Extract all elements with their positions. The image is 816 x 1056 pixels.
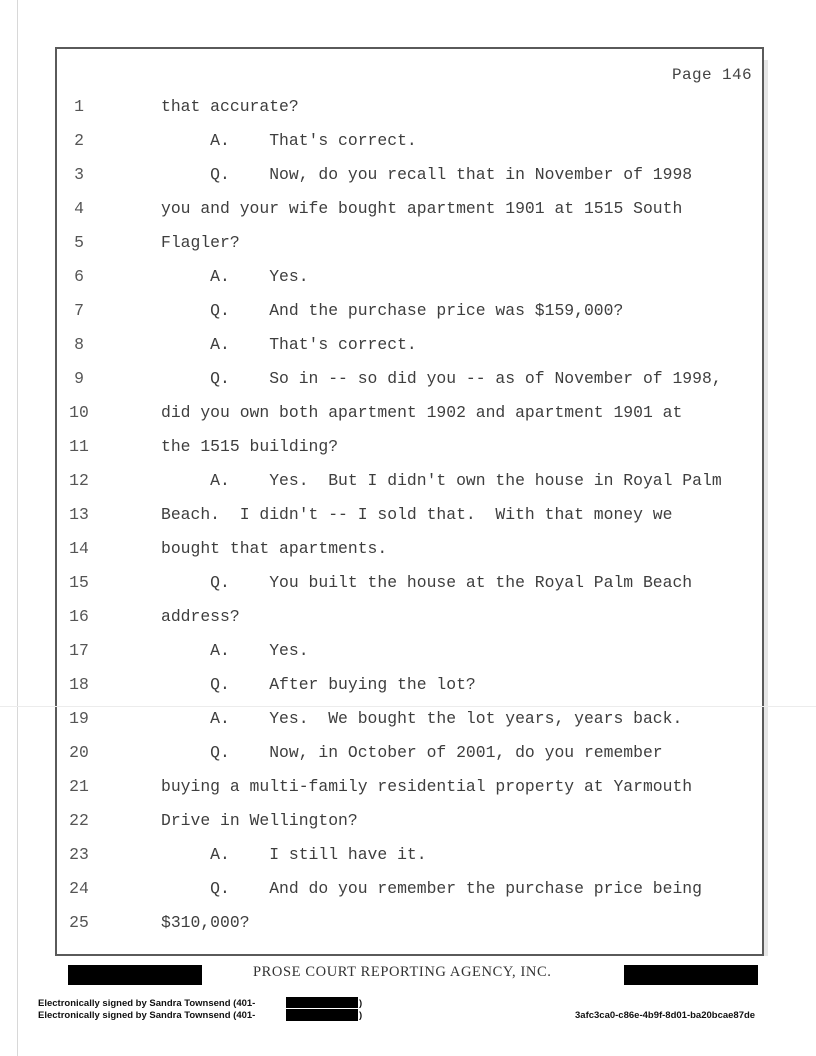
line-number: 3 — [74, 165, 84, 184]
transcript-line — [0, 226, 816, 260]
transcript-line — [0, 566, 816, 600]
line-number: 11 — [69, 437, 89, 456]
line-text: did you own both apartment 1902 and apartment 1901 at — [161, 403, 683, 422]
line-text: Q. And the purchase price was $159,000? — [161, 301, 624, 320]
line-text: A. Yes. But I didn't own the house in Royal Palm — [161, 471, 722, 490]
line-number: 6 — [74, 267, 84, 286]
line-text: that accurate? — [161, 97, 299, 116]
signature-redaction-1 — [286, 997, 358, 1008]
transcript-line — [0, 634, 816, 668]
line-text: Q. And do you remember the purchase price being — [161, 879, 702, 898]
transcript-line — [0, 872, 816, 906]
signature-line-2: Electronically signed by Sandra Townsend (401- — [38, 1010, 256, 1021]
line-number: 16 — [69, 607, 89, 626]
line-number: 13 — [69, 505, 89, 524]
transcript-line — [0, 294, 816, 328]
agency-name: PROSE COURT REPORTING AGENCY, INC. — [253, 964, 552, 980]
line-text: address? — [161, 607, 240, 626]
document-hash: 3afc3ca0-c86e-4b9f-8d01-ba20bcae87de — [575, 1010, 756, 1021]
line-number: 7 — [74, 301, 84, 320]
line-text: A. Yes. — [161, 641, 309, 660]
signature-line-1: Electronically signed by Sandra Townsend (401- — [38, 998, 256, 1009]
line-number: 19 — [69, 709, 89, 728]
line-number: 24 — [69, 879, 89, 898]
line-number: 21 — [69, 777, 89, 796]
line-number: 8 — [74, 335, 84, 354]
line-text: A. That's correct. — [161, 131, 417, 150]
signature-redaction-2 — [286, 1009, 358, 1021]
line-text: A. I still have it. — [161, 845, 427, 864]
line-number: 5 — [74, 233, 84, 252]
transcript-line — [0, 464, 816, 498]
line-text: Q. Now, do you recall that in November of 1998 — [161, 165, 693, 184]
transcript-line — [0, 158, 816, 192]
line-text: $310,000? — [161, 913, 250, 932]
redaction-block-right — [624, 965, 758, 985]
transcript-line — [0, 396, 816, 430]
transcript-line — [0, 770, 816, 804]
line-text: Drive in Wellington? — [161, 811, 358, 830]
line-text: bought that apartments. — [161, 539, 388, 558]
line-text: Beach. I didn't -- I sold that. With that money we — [161, 505, 673, 524]
line-number: 2 — [74, 131, 84, 150]
transcript-line — [0, 532, 816, 566]
transcript-line — [0, 260, 816, 294]
line-number: 23 — [69, 845, 89, 864]
redaction-block-left — [68, 965, 202, 985]
line-number: 20 — [69, 743, 89, 762]
transcript-line — [0, 498, 816, 532]
line-text: A. Yes. — [161, 267, 309, 286]
line-text: A. Yes. We bought the lot years, years back. — [161, 709, 683, 728]
page-number: Page 146 — [671, 66, 752, 84]
line-number: 14 — [69, 539, 89, 558]
transcript-line — [0, 328, 816, 362]
transcript-line — [0, 804, 816, 838]
line-text: Q. Now, in October of 2001, do you remember — [161, 743, 663, 762]
transcript-line — [0, 362, 816, 396]
transcript-line — [0, 702, 816, 736]
transcript-lines — [0, 90, 816, 940]
line-number: 22 — [69, 811, 89, 830]
line-text: you and your wife bought apartment 1901 at 1515 South — [161, 199, 683, 218]
transcript-line — [0, 124, 816, 158]
line-number: 12 — [69, 471, 89, 490]
transcript-line — [0, 736, 816, 770]
transcript-line — [0, 192, 816, 226]
scan-artifact-line — [0, 706, 816, 707]
transcript-line — [0, 90, 816, 124]
line-text: A. That's correct. — [161, 335, 417, 354]
line-number: 9 — [74, 369, 84, 388]
transcript-line — [0, 906, 816, 940]
line-text: buying a multi-family residential property at Yarmouth — [161, 777, 693, 796]
transcript-line — [0, 668, 816, 702]
line-number: 18 — [69, 675, 89, 694]
line-number: 4 — [74, 199, 84, 218]
transcript-line — [0, 430, 816, 464]
line-text: Q. You built the house at the Royal Palm Beach — [161, 573, 693, 592]
transcript-line — [0, 600, 816, 634]
line-text: the 1515 building? — [161, 437, 339, 456]
line-number: 25 — [69, 913, 89, 932]
line-number: 15 — [69, 573, 89, 592]
signature-close-2: ) — [359, 1010, 363, 1021]
signature-close-1: ) — [359, 998, 363, 1009]
line-number: 17 — [69, 641, 89, 660]
line-text: Flagler? — [161, 233, 240, 252]
line-number: 1 — [74, 97, 84, 116]
line-text: Q. After buying the lot? — [161, 675, 476, 694]
transcript-line — [0, 838, 816, 872]
line-text: Q. So in -- so did you -- as of November of 1998, — [161, 369, 722, 388]
line-number: 10 — [69, 403, 89, 422]
